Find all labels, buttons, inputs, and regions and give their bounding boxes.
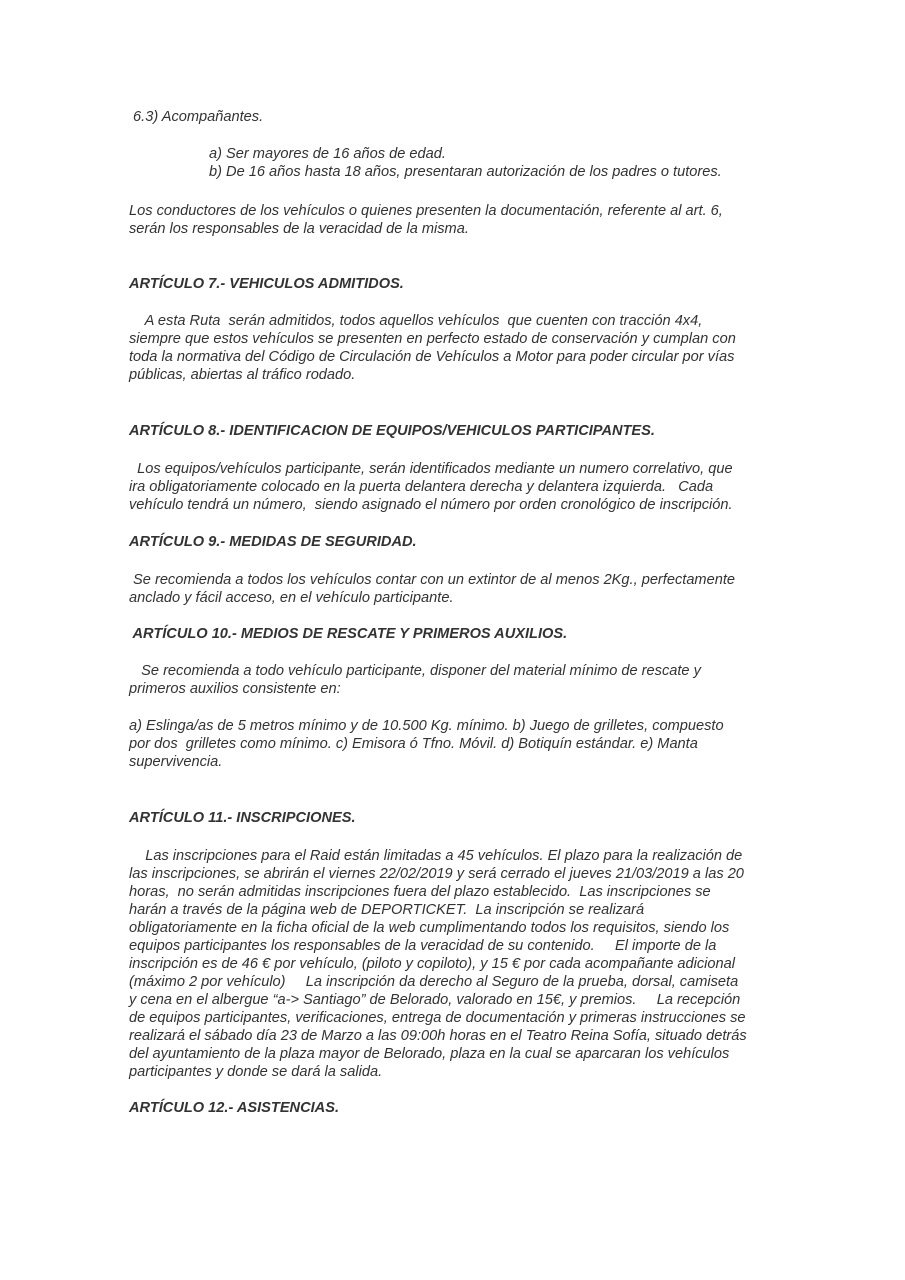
article-7-body: A esta Ruta serán admitidos, todos aquellos vehículos que cuenten con tracción 4x4, siempre que estos vehículos se presenten en perfecto estado de conservación y cumplan con toda la normativa del Código de Circulación de Vehículos a Motor para poder circular por vías públicas, abiertas al tráfico rodado.: [129, 313, 736, 383]
article-8-body: Los equipos/vehículos participante, serán identificados mediante un numero correlativo, que ira obligatoriamente colocado en la puerta delantera derecha y delantera izquierda. Cada vehículo tendrá un número, siendo asignado el número por orden cronológico de inscripción.: [129, 461, 733, 513]
section-6-3-title: 6.3) Acompañantes.: [129, 109, 264, 125]
list-item: por dos grilletes como mínimo. c) Emisora ó Tfno. Móvil. d) Botiquín estándar. e) Manta: [129, 736, 698, 752]
list-item: supervivencia.: [129, 754, 223, 770]
article-9-body: Se recomienda a todos los vehículos contar con un extintor de al menos 2Kg., perfectamente anclado y fácil acceso, en el vehículo participante.: [129, 572, 735, 606]
article-11-body: Las inscripciones para el Raid están limitadas a 45 vehículos. El plazo para la realización de las inscripciones, se abrirán el viernes 22/02/2019 y será cerrado el jueves 21/03/2019 a las 20 horas, no serán admitidas inscripciones fuera del plazo establecido. Las inscripciones se harán a través de la página web de DEPORTICKET. La inscripción se realizará obligatoriamente en la ficha oficial de la web cumplimentando todos los requisitos, siendo los equipos participantes los responsables de la veracidad de su contenido. El importe de la inscripción es de 46 € por vehículo, (piloto y copiloto), y 15 € por cada acompañante adicional (máximo 2 por vehículo) La inscripción da derecho al Seguro de la prueba, dorsal, camiseta y cena en el albergue “a-> Santiago” de Belorado, valorado en 15€, y premios. La recepción de equipos participantes, verificaciones, entrega de documentación y primeras instrucciones se realizará el sábado día 23 de Marzo a las 09:00h horas en el Teatro Reina Sofía, situado detrás del ayuntamiento de la plaza mayor de Belorado, plaza en la cual se aparcaran los vehículos participantes y donde se dará la salida.: [129, 848, 747, 1080]
list-item: b) De 16 años hasta 18 años, presentaran autorización de los padres o tutores.: [209, 164, 722, 180]
article-10-list: [129, 717, 779, 771]
article-10-heading: ARTÍCULO 10.- MEDIOS DE RESCATE Y PRIMEROS AUXILIOS.: [129, 626, 568, 642]
section-6-3-list: [209, 145, 769, 181]
article-9-heading: ARTÍCULO 9.- MEDIDAS DE SEGURIDAD.: [129, 534, 417, 550]
list-item: a) Ser mayores de 16 años de edad.: [209, 146, 446, 162]
article-8-heading: ARTÍCULO 8.- IDENTIFICACION DE EQUIPOS/VEHICULOS PARTICIPANTES.: [129, 423, 655, 439]
list-item: a) Eslinga/as de 5 metros mínimo y de 10.500 Kg. mínimo. b) Juego de grilletes, compuesto: [129, 718, 724, 734]
article-10-body: Se recomienda a todo vehículo participante, disponer del material mínimo de rescate y primeros auxilios consistente en:: [129, 663, 701, 697]
article-7-heading: ARTÍCULO 7.- VEHICULOS ADMITIDOS.: [129, 276, 404, 292]
article-12-heading: ARTÍCULO 12.- ASISTENCIAS.: [129, 1100, 340, 1116]
section-6-3-note: Los conductores de los vehículos o quienes presenten la documentación, referente al art. 6, serán los responsables de la veracidad de la misma.: [129, 203, 723, 237]
article-11-heading: ARTÍCULO 11.- INSCRIPCIONES.: [129, 810, 356, 826]
